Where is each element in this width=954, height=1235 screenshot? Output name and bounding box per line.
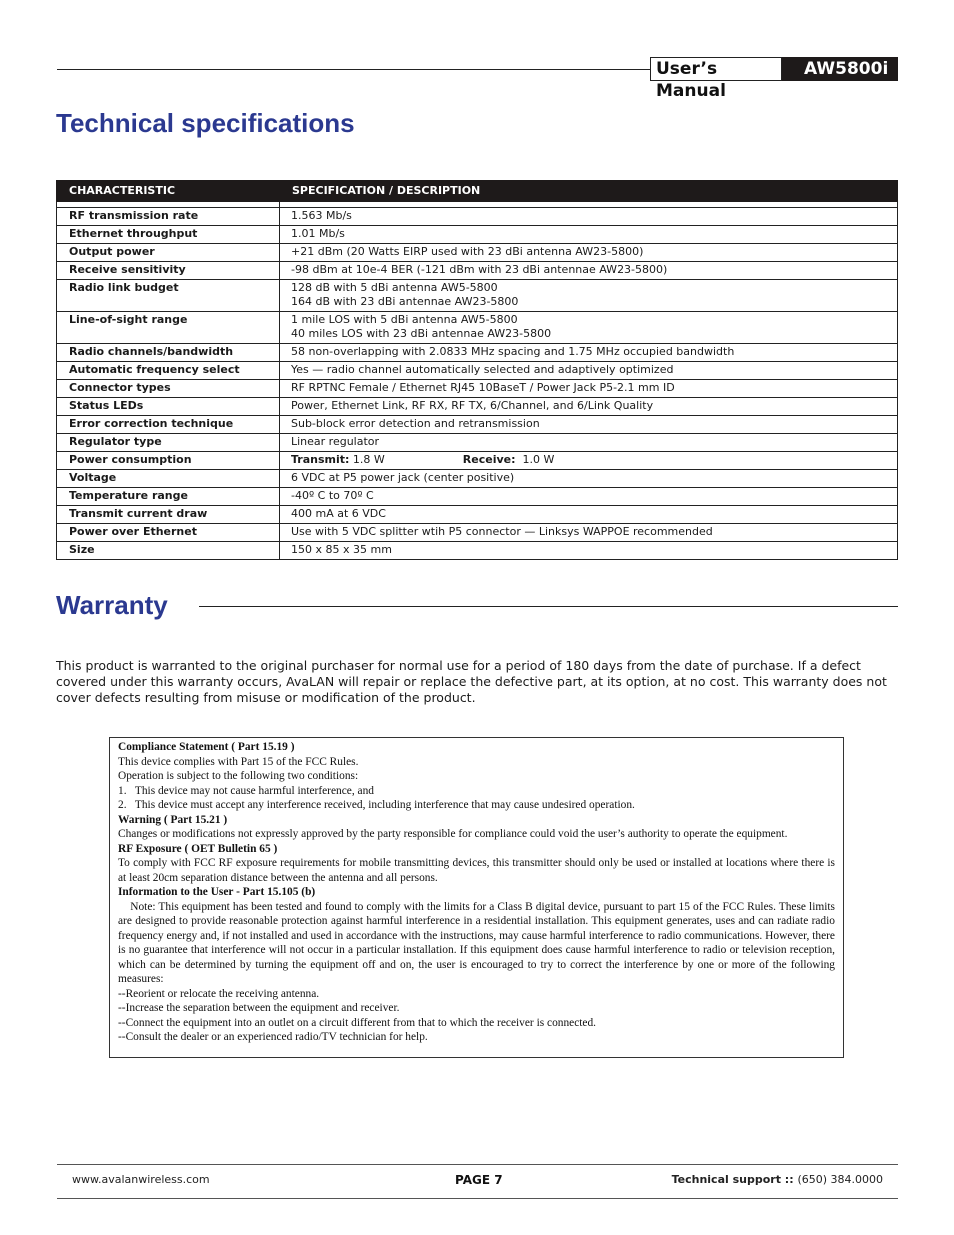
table-row xyxy=(57,524,898,542)
header-rule xyxy=(57,69,650,70)
table-row xyxy=(57,470,898,488)
fcc-compliance-box xyxy=(109,737,844,1058)
characteristic-cell: Radio channels/bandwidth xyxy=(57,344,280,362)
characteristic-cell: RF transmission rate xyxy=(57,208,280,226)
spec-line: -40º C to 70º C xyxy=(291,489,374,502)
spec-line: Use with 5 VDC splitter wtih P5 connector — Linksys WAPPOE recommended xyxy=(291,525,713,538)
receive-label: Receive: xyxy=(462,453,516,466)
specification-cell xyxy=(280,416,898,434)
characteristic-cell: Size xyxy=(57,542,280,560)
spec-line: Linear regulator xyxy=(291,435,380,448)
transmit-label: Transmit: xyxy=(291,453,350,466)
transmit-value: 1.8 W xyxy=(349,453,385,466)
spec-line: Sub-block error detection and retransmission xyxy=(291,417,540,430)
spec-line: Power, Ethernet Link, RF RX, RF TX, 6/Channel, and 6/Link Quality xyxy=(291,399,654,412)
table-row xyxy=(57,506,898,524)
table-row xyxy=(57,488,898,506)
page-number: PAGE 7 xyxy=(455,1173,503,1187)
table-row xyxy=(57,226,898,244)
specification-cell xyxy=(280,380,898,398)
spec-table xyxy=(56,180,898,560)
support-label: Technical support xyxy=(671,1173,781,1186)
column-header-specification: SPECIFICATION / DESCRIPTION xyxy=(280,181,898,202)
characteristic-cell: Voltage xyxy=(57,470,280,488)
table-row xyxy=(57,434,898,452)
table-row xyxy=(57,380,898,398)
specification-cell xyxy=(280,398,898,416)
table-row xyxy=(57,244,898,262)
model-badge: AW5800i xyxy=(782,57,898,81)
specification-cell xyxy=(280,244,898,262)
spec-line: 40 miles LOS with 23 dBi antennae AW23-5800 xyxy=(291,327,552,340)
specification-cell xyxy=(280,470,898,488)
specification-cell xyxy=(280,280,898,312)
spec-line: 164 dB with 23 dBi antennae AW23-5800 xyxy=(291,295,519,308)
characteristic-cell: Line-of-sight range xyxy=(57,312,280,344)
fcc-text: This device complies with Part 15 of the FCC Rules. xyxy=(118,755,359,768)
manual-label: User’s Manual xyxy=(650,57,782,81)
fcc-heading: Information to the User - Part 15.105 (b) xyxy=(118,886,316,898)
characteristic-cell: Output power xyxy=(57,244,280,262)
characteristic-cell: Power over Ethernet xyxy=(57,524,280,542)
characteristic-cell: Temperature range xyxy=(57,488,280,506)
fcc-text: Operation is subject to the following two conditions: xyxy=(118,770,359,782)
spec-line: 58 non-overlapping with 2.0833 MHz spacing and 1.75 MHz occupied bandwidth xyxy=(291,345,735,358)
spec-line: RF RPTNC Female / Ethernet RJ45 10BaseT / Power Jack P5-2.1 mm ID xyxy=(291,381,675,394)
characteristic-cell: Regulator type xyxy=(57,434,280,452)
spec-table-body xyxy=(57,202,898,560)
footer-url[interactable]: www.avalanwireless.com xyxy=(72,1173,210,1186)
spec-table-header xyxy=(57,181,898,202)
specification-cell xyxy=(280,506,898,524)
table-row xyxy=(57,416,898,434)
specification-cell xyxy=(280,262,898,280)
fcc-text: --Increase the separation between the equipment and receiver. xyxy=(118,1002,400,1014)
fcc-heading: Warning ( Part 15.21 ) xyxy=(118,813,228,826)
specification-cell xyxy=(280,434,898,452)
specification-cell xyxy=(280,524,898,542)
characteristic-cell: Power consumption xyxy=(57,452,280,470)
table-row xyxy=(57,312,898,344)
footer-rule-bottom xyxy=(57,1198,898,1199)
specification-cell xyxy=(280,362,898,380)
characteristic-cell: Error correction technique xyxy=(57,416,280,434)
table-row xyxy=(57,452,898,470)
specification-cell xyxy=(280,542,898,560)
spec-line: 150 x 85 x 35 mm xyxy=(291,543,392,556)
fcc-text: To comply with FCC RF exposure requirements for mobile transmitting devices, this transmitter should only be used or installed at locations where there is at least 20cm separation distance between the antenna and all persons. xyxy=(118,857,838,884)
spec-line: +21 dBm (20 Watts EIRP used with 23 dBi antenna AW23-5800) xyxy=(291,245,644,258)
fcc-heading: Compliance Statement ( Part 15.19 ) xyxy=(118,741,295,753)
characteristic-cell: Receive sensitivity xyxy=(57,262,280,280)
spec-line: Yes — radio channel automatically selected and adaptively optimized xyxy=(291,363,674,376)
spec-line: 400 mA at 6 VDC xyxy=(291,507,386,520)
section-title-warranty: Warranty xyxy=(56,590,168,620)
table-row xyxy=(57,362,898,380)
section-title-specs: Technical specifications xyxy=(56,108,355,138)
fcc-text: --Reorient or relocate the receiving antenna. xyxy=(118,987,320,1000)
fcc-text: Changes or modifications not expressly approved by the party responsible for compliance could void the user’s authority to operate the equipment. xyxy=(118,828,788,840)
table-row xyxy=(57,208,898,226)
warranty-rule xyxy=(199,606,898,607)
fcc-text: 2. This device must accept any interference received, including interference that may cause undesired operation. xyxy=(118,799,635,811)
fcc-text: --Connect the equipment into an outlet on a circuit different from that to which the receiver is connected. xyxy=(118,1016,597,1029)
characteristic-cell: Transmit current draw xyxy=(57,506,280,524)
receive-value: 1.0 W xyxy=(515,453,555,466)
support-separator: :: xyxy=(780,1173,798,1186)
table-row xyxy=(57,542,898,560)
table-row xyxy=(57,344,898,362)
table-row xyxy=(57,280,898,312)
specification-cell xyxy=(280,452,898,470)
characteristic-cell: Automatic frequency select xyxy=(57,362,280,380)
characteristic-cell: Ethernet throughput xyxy=(57,226,280,244)
footer-rule-top xyxy=(57,1164,898,1165)
column-header-characteristic: CHARACTERISTIC xyxy=(57,181,280,202)
table-row xyxy=(57,398,898,416)
spec-line: 128 dB with 5 dBi antenna AW5-5800 xyxy=(291,281,498,294)
warranty-text: This product is warranted to the original purchaser for normal use for a period of 180 days from the date of purchase. If a defect covered under this warranty occurs, AvaLAN will repair or replace the defective part, at its option, at no cost. This warranty does not cover defects resulting from misuse or modification of the product. xyxy=(56,658,887,705)
specification-cell xyxy=(280,208,898,226)
spec-line: -98 dBm at 10e-4 BER (-121 dBm with 23 dBi antennae AW23-5800) xyxy=(291,263,668,276)
fcc-text: --Consult the dealer or an experienced radio/TV technician for help. xyxy=(118,1031,428,1043)
characteristic-cell: Radio link budget xyxy=(57,280,280,312)
fcc-heading: RF Exposure ( OET Bulletin 65 ) xyxy=(118,842,278,855)
footer-support xyxy=(672,1173,883,1186)
fcc-text: Note: This equipment has been tested and found to comply with the limits for a Class B digital device, pursuant to part 15 of the FCC Rules. These limits are designed to provide reasonable protection against harmful interference in a residential installation. This equipment generates, uses and can radiate radio frequency energy and, if not installed and used in accordance with the instructions, may cause harmful interference to radio communications. However, there is no guarantee that interference will not occur in a particular installation. If this equipment does cause harmful interference to radio or television reception, which can be determined by turning the equipment off and on, the user is encouraged to try to correct the interference by one or more of the following measures: xyxy=(118,900,838,985)
spec-line: 1 mile LOS with 5 dBi antenna AW5-5800 xyxy=(291,313,518,326)
table-row xyxy=(57,262,898,280)
spec-line: 1.01 Mb/s xyxy=(291,227,345,240)
specification-cell xyxy=(280,344,898,362)
fcc-text: 1. This device may not cause harmful interference, and xyxy=(118,784,374,797)
characteristic-cell: Status LEDs xyxy=(57,398,280,416)
specification-cell xyxy=(280,226,898,244)
characteristic-cell: Connector types xyxy=(57,380,280,398)
spec-line: 6 VDC at P5 power jack (center positive) xyxy=(291,471,515,484)
spec-line: 1.563 Mb/s xyxy=(291,209,352,222)
support-phone: (650) 384.0000 xyxy=(797,1173,883,1186)
specification-cell xyxy=(280,312,898,344)
specification-cell xyxy=(280,488,898,506)
